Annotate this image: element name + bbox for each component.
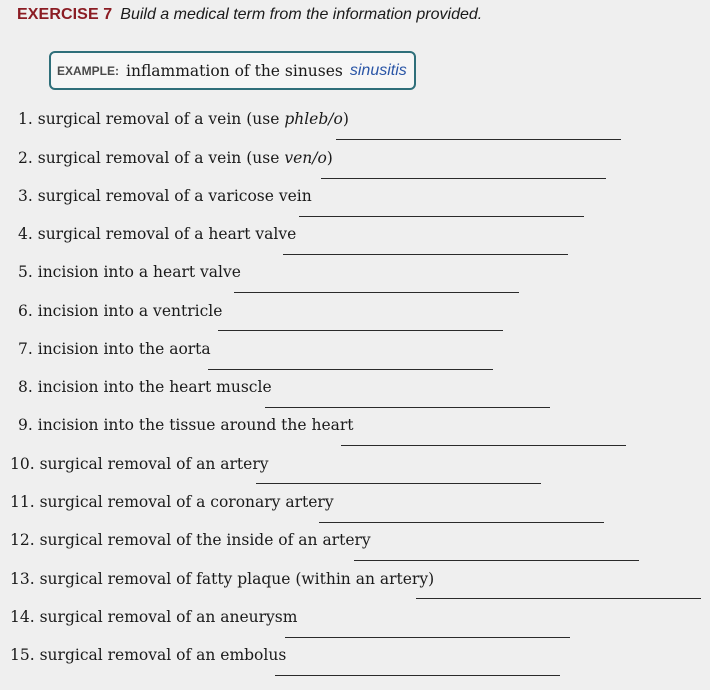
exercise-item <box>10 646 286 664</box>
exercise-item <box>18 416 354 434</box>
answer-line[interactable] <box>321 178 606 179</box>
example-text: inflammation of the sinuses <box>126 61 343 80</box>
item-text: surgical removal of a vein (use <box>37 149 285 167</box>
example-box <box>49 51 416 90</box>
exercise-item <box>18 340 211 358</box>
item-number: 14. <box>10 608 35 626</box>
item-number: 8. <box>18 378 33 396</box>
exercise-instruction: Build a medical term from the information provided. <box>120 6 483 23</box>
item-text: surgical removal of a heart valve <box>37 225 297 243</box>
item-text: surgical removal of an aneurysm <box>39 608 298 626</box>
item-suffix: ) <box>326 149 333 167</box>
item-text: incision into the aorta <box>37 340 211 358</box>
exercise-item <box>18 302 222 320</box>
item-text: surgical removal of a varicose vein <box>37 187 312 205</box>
item-italic-text: ven/o <box>284 149 327 167</box>
item-number: 4. <box>18 225 33 243</box>
item-text: surgical removal of an artery <box>39 455 269 473</box>
answer-line[interactable] <box>336 139 621 140</box>
exercise-item <box>10 608 297 626</box>
answer-line[interactable] <box>256 483 541 484</box>
exercise-item <box>18 263 241 281</box>
exercise-item <box>10 455 268 473</box>
item-text: surgical removal of fatty plaque (within an artery) <box>39 570 435 588</box>
answer-line[interactable] <box>416 598 701 599</box>
item-text: surgical removal of an embolus <box>39 646 287 664</box>
exercise-item <box>10 570 434 588</box>
item-text: surgical removal of the inside of an artery <box>39 531 371 549</box>
item-text: surgical removal of a coronary artery <box>39 493 334 511</box>
answer-line[interactable] <box>275 675 560 676</box>
answer-line[interactable] <box>234 292 519 293</box>
item-suffix: ) <box>342 110 349 128</box>
item-text: incision into the heart muscle <box>37 378 272 396</box>
answer-line[interactable] <box>218 330 503 331</box>
item-number: 7. <box>18 340 33 358</box>
item-number: 3. <box>18 187 33 205</box>
answer-line[interactable] <box>299 216 584 217</box>
item-number: 13. <box>10 570 35 588</box>
answer-line[interactable] <box>208 369 493 370</box>
example-tag: EXAMPLE: <box>57 63 120 78</box>
answer-line[interactable] <box>319 522 604 523</box>
answer-line[interactable] <box>341 445 626 446</box>
exercise-item <box>18 225 296 243</box>
exercise-item <box>10 531 371 549</box>
item-number: 12. <box>10 531 35 549</box>
item-italic-text: phleb/o <box>284 110 343 128</box>
item-number: 2. <box>18 149 33 167</box>
item-text: incision into a ventricle <box>37 302 223 320</box>
exercise-item <box>18 378 272 396</box>
item-number: 1. <box>18 110 33 128</box>
item-text: surgical removal of a vein (use <box>37 110 285 128</box>
exercise-heading <box>17 6 482 24</box>
item-number: 11. <box>10 493 35 511</box>
exercise-item <box>10 493 334 511</box>
item-number: 15. <box>10 646 35 664</box>
answer-line[interactable] <box>265 407 550 408</box>
answer-line[interactable] <box>285 637 570 638</box>
item-text: incision into a heart valve <box>37 263 241 281</box>
item-number: 10. <box>10 455 35 473</box>
exercise-item <box>18 187 312 205</box>
answer-line[interactable] <box>354 560 639 561</box>
answer-line[interactable] <box>283 254 568 255</box>
item-text: incision into the tissue around the heart <box>37 416 354 434</box>
exercise-item <box>18 110 349 128</box>
item-number: 6. <box>18 302 33 320</box>
item-number: 9. <box>18 416 33 434</box>
item-number: 5. <box>18 263 33 281</box>
exercise-item <box>18 149 333 167</box>
example-answer: sinusitis <box>349 61 407 79</box>
exercise-label: EXERCISE 7 <box>17 6 113 23</box>
